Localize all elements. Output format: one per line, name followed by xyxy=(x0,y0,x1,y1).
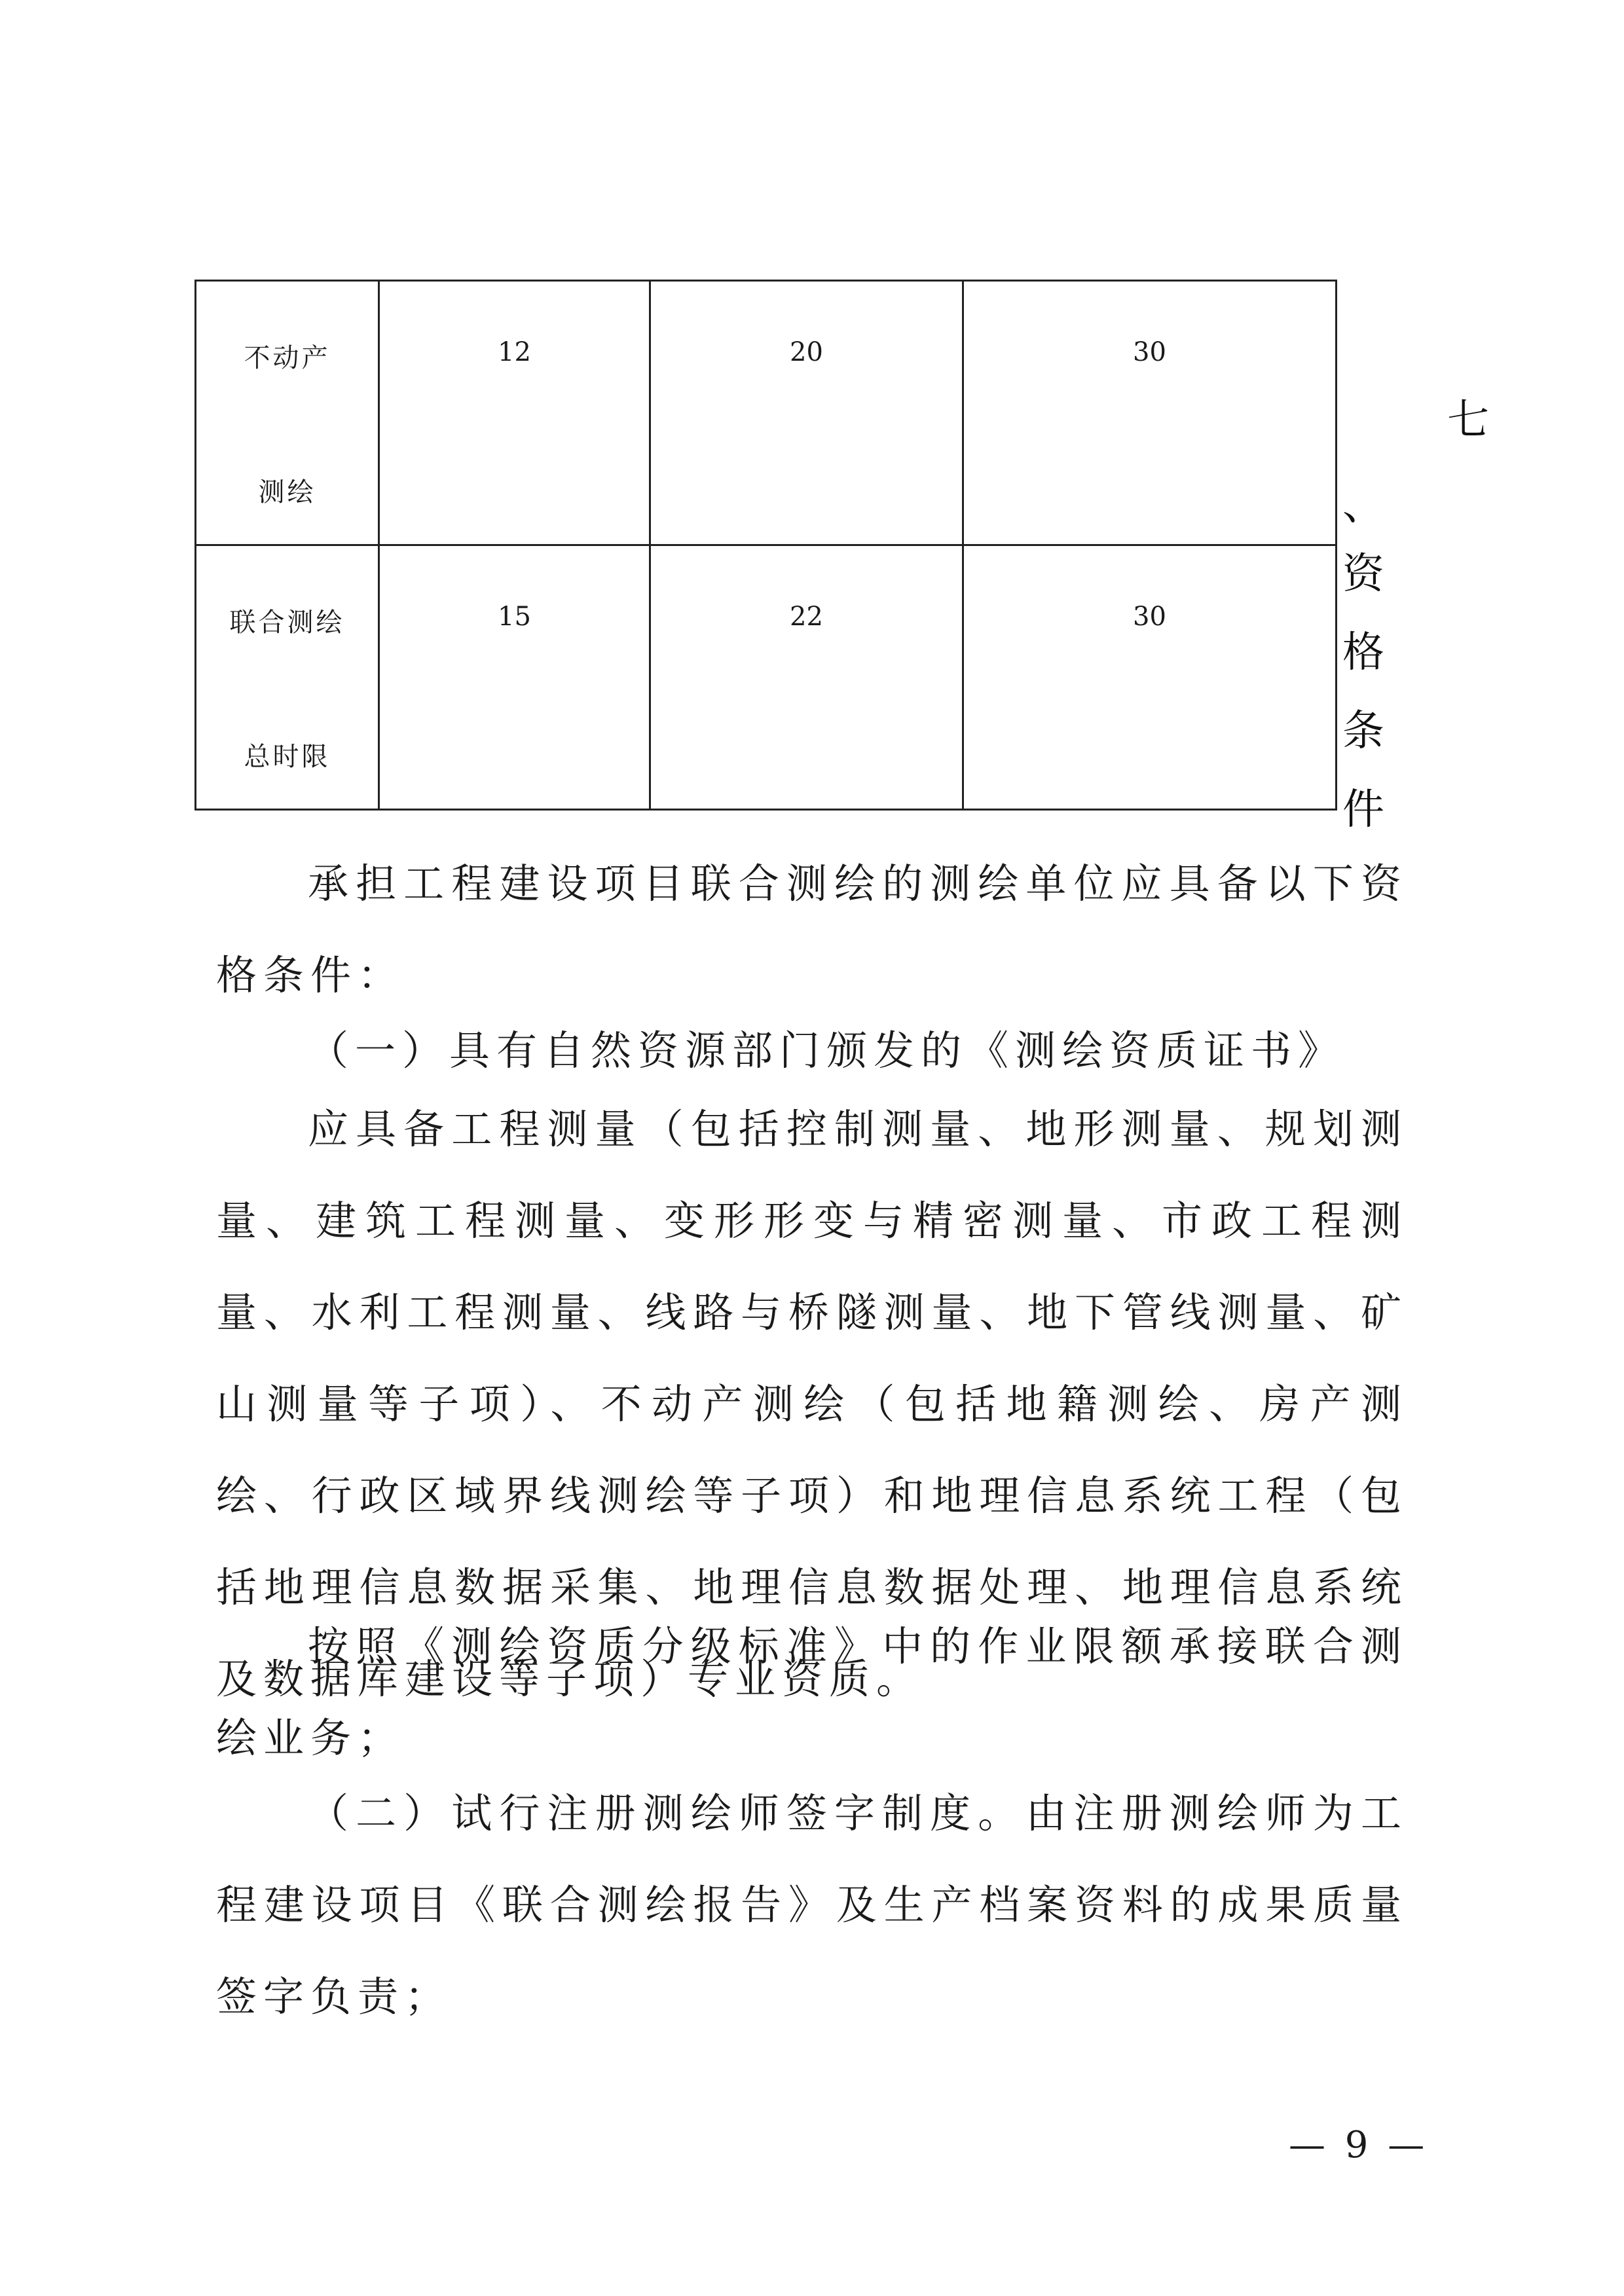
paragraph-item-1-heading: （一）具有自然资源部门颁发的《测绘资质证书》 xyxy=(308,1027,1346,1074)
section-title-char: 格 xyxy=(1342,629,1384,677)
table-row xyxy=(196,281,1337,545)
paragraph-item-2: （二）试行注册测绘师签字制度。由注册测绘师为工程建设项目《联合测绘报告》及生产档案资料的成果质量签字负责； xyxy=(216,1789,1408,2020)
value-cell: 12 xyxy=(379,281,650,545)
value-cell: 30 xyxy=(963,281,1337,545)
category-cell xyxy=(196,281,379,545)
paragraph-quota: 按照《测绘资质分级标准》中的作业限额承接联合测绘业务； xyxy=(216,1622,1408,1762)
section-title-char: 条 xyxy=(1342,707,1384,756)
value-cell: 15 xyxy=(379,545,650,810)
category-label-line1: 不动产 xyxy=(244,343,331,373)
paragraph-qualification-scope: 应具备工程测量（包括控制测量、地形测量、规划测量、建筑工程测量、变形形变与精密测量、市政工程测量、水利工程测量、线路与桥隧测量、地下管线测量、矿山测量等子项）、不动产测绘（包括地籍测绘、房产测绘、行政区域界线测绘等子项）和地理信息系统工程（包括地理信息数据采集、地理信息数据处理、地理信息系统及数据库建设等子项）专业资质。 xyxy=(216,1105,1408,1703)
table-row xyxy=(196,545,1337,810)
section-title-char: 资 xyxy=(1342,550,1384,598)
category-cell xyxy=(196,545,379,810)
value-cell: 22 xyxy=(650,545,963,810)
time-limit-table xyxy=(194,280,1337,811)
category-label-line2: 测绘 xyxy=(258,477,316,507)
value-cell: 30 xyxy=(963,545,1337,810)
value-cell: 20 xyxy=(650,281,963,545)
section-title-char: 、 xyxy=(1342,481,1384,530)
section-title-char: 七 xyxy=(1447,396,1489,445)
section-title-char: 件 xyxy=(1342,786,1384,834)
category-label-line2: 总时限 xyxy=(244,742,331,772)
page-number: — 9 — xyxy=(1289,2124,1429,2166)
category-label-line1: 联合测绘 xyxy=(229,608,345,638)
paragraph-intro: 承担工程建设项目联合测绘的测绘单位应具备以下资格条件： xyxy=(216,860,1408,999)
